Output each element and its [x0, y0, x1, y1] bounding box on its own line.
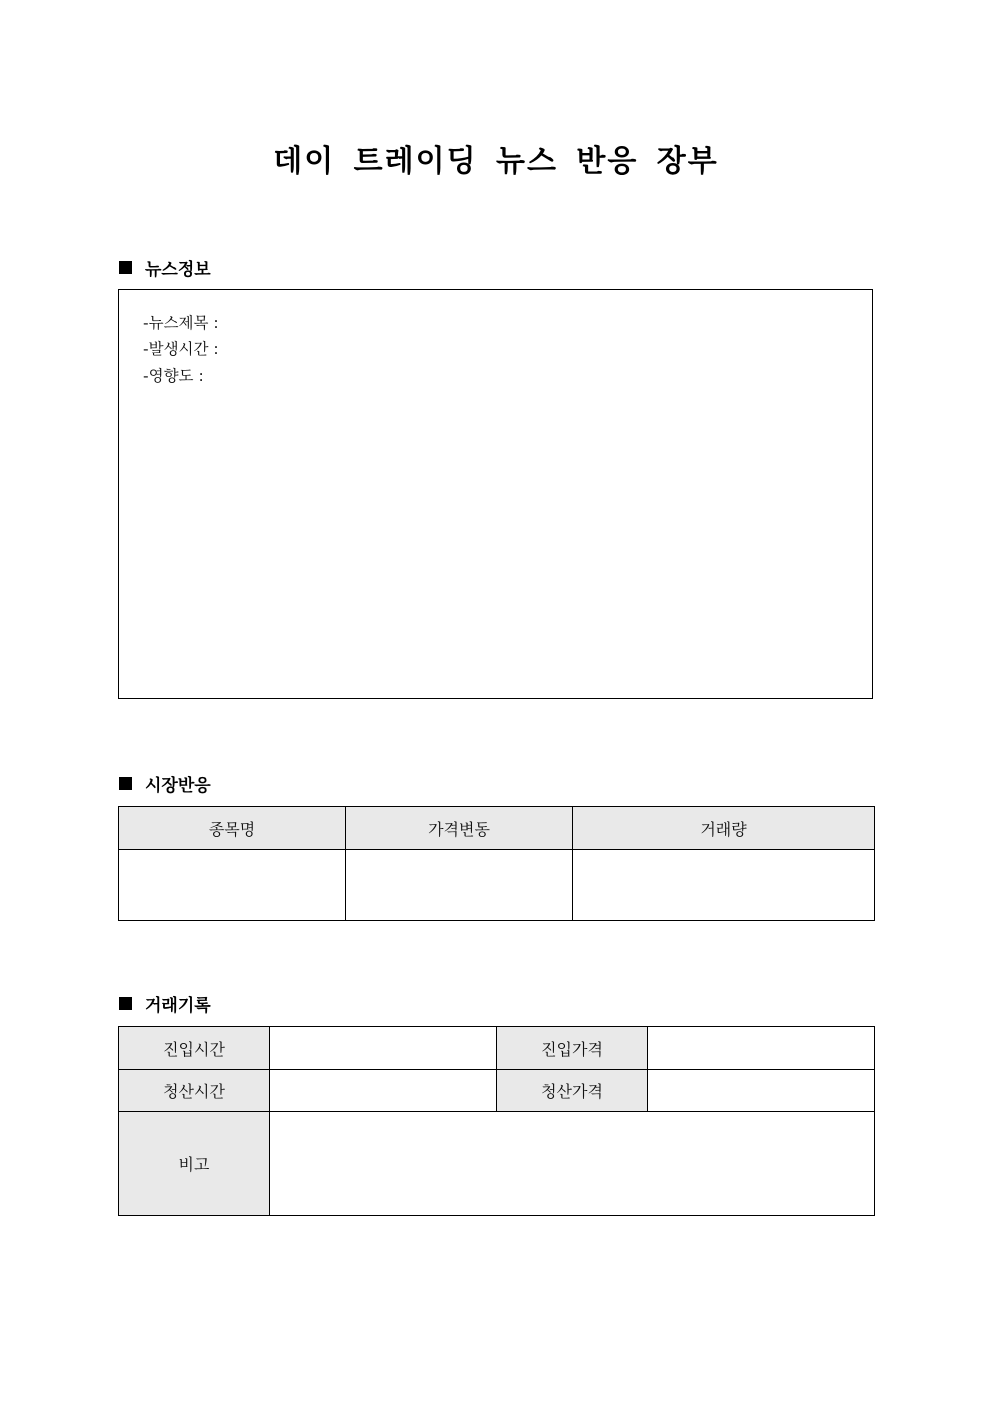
black-square-icon	[119, 261, 132, 274]
news-info-box[interactable]	[118, 289, 873, 699]
trade-record-table	[118, 1026, 875, 1216]
section-heading-trade-record	[119, 991, 211, 1016]
section-heading-label: 뉴스정보	[145, 260, 211, 280]
exit-time-label: 청산시간	[119, 1070, 270, 1112]
entry-price-label: 진입가격	[497, 1027, 648, 1070]
black-square-icon	[119, 997, 132, 1010]
entry-time-cell[interactable]	[270, 1027, 497, 1070]
exit-price-cell[interactable]	[648, 1070, 875, 1112]
volume-cell[interactable]	[573, 850, 875, 921]
section-heading-news-info	[119, 255, 211, 280]
impact-field[interactable]	[143, 364, 204, 386]
news-title-field[interactable]	[143, 311, 219, 333]
column-header-price-change: 가격변동	[346, 807, 573, 850]
entry-price-cell[interactable]	[648, 1027, 875, 1070]
exit-time-cell[interactable]	[270, 1070, 497, 1112]
section-heading-label: 시장반응	[145, 776, 211, 796]
notes-label: 비고	[119, 1112, 270, 1216]
stock-name-cell[interactable]	[119, 850, 346, 921]
table-row	[119, 850, 875, 921]
section-heading-label: 거래기록	[145, 996, 211, 1016]
occurrence-time-label: -발생시간 :	[143, 340, 219, 358]
notes-cell[interactable]	[270, 1112, 875, 1216]
table-header-row	[119, 807, 875, 850]
table-row	[119, 1112, 875, 1216]
exit-price-label: 청산가격	[497, 1070, 648, 1112]
page-title: 데이 트레이딩 뉴스 반응 장부	[273, 144, 719, 179]
section-heading-market-reaction	[119, 771, 211, 796]
impact-label: -영향도 :	[143, 367, 204, 385]
column-header-stock-name: 종목명	[119, 807, 346, 850]
occurrence-time-field[interactable]	[143, 337, 219, 359]
column-header-volume: 거래량	[573, 807, 875, 850]
news-title-label: -뉴스제목 :	[143, 314, 219, 332]
price-change-cell[interactable]	[346, 850, 573, 921]
table-row	[119, 1027, 875, 1070]
table-row	[119, 1070, 875, 1112]
market-reaction-table	[118, 806, 875, 921]
entry-time-label: 진입시간	[119, 1027, 270, 1070]
black-square-icon	[119, 777, 132, 790]
